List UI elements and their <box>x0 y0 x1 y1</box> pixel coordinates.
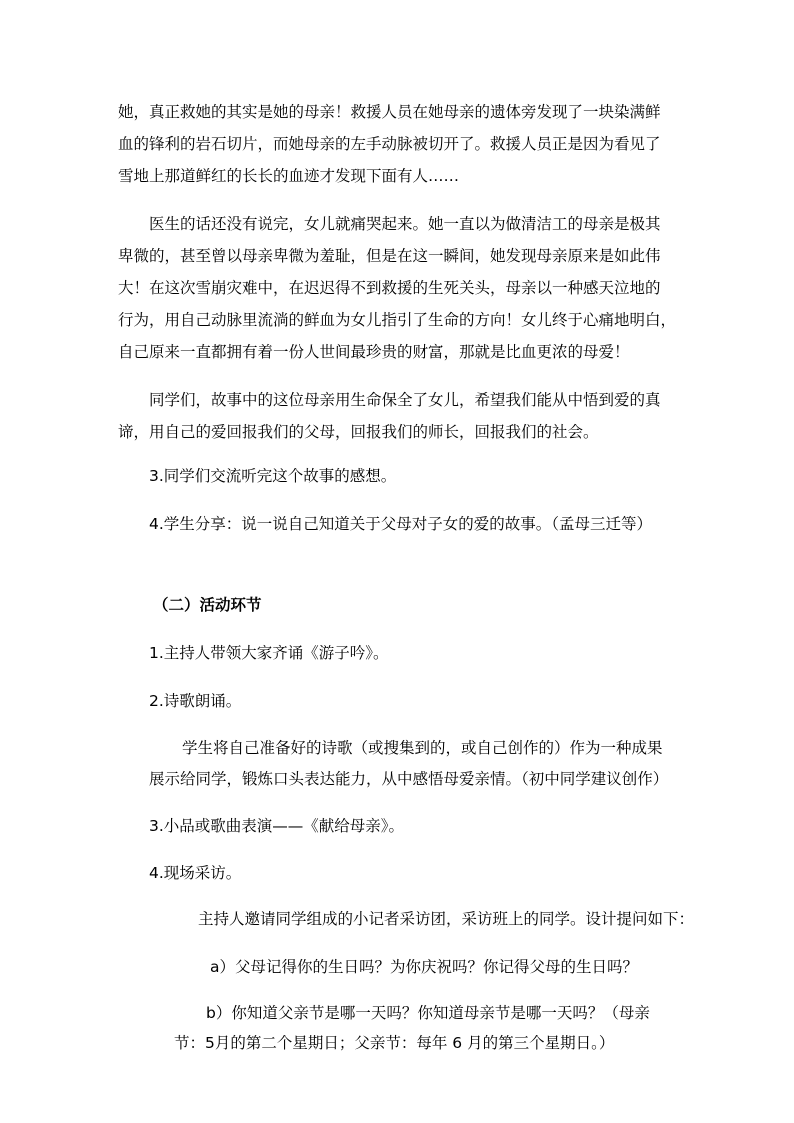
classmates-paragraph-line-2: 谛，用自己的爱回报我们的父母，回报我们的师长，回报我们的社会。 <box>118 423 599 441</box>
classmates-paragraph-line-1: 同学们，故事中的这位母亲用生命保全了女儿，希望我们能从中悟到爱的真 <box>149 391 661 409</box>
doctor-paragraph-line-3: 大！在这次雪崩灾难中，在迟迟得不到救援的生死关头，母亲以一种感天泣地的 <box>118 279 661 297</box>
doctor-paragraph-line-4: 行为，用自己动脉里流淌的鲜血为女儿指引了生命的方向！女儿终于心痛地明白， <box>118 311 677 329</box>
story-line-1: 她，真正救她的其实是她的母亲！救援人员在她母亲的遗体旁发现了一块染满鲜 <box>118 103 661 121</box>
question-a: a）父母记得你的生日吗？为你庆祝吗？你记得父母的生日吗？ <box>210 958 639 976</box>
doctor-paragraph-line-2: 卑微的，甚至曾以母亲卑微为羞耻，但是在这一瞬间，她发现母亲原来是如此伟 <box>118 247 661 265</box>
item-3: 3.同学们交流听完这个故事的感想。 <box>149 467 397 485</box>
story-line-3: 雪地上那道鲜红的长长的血迹才发现下面有人…… <box>118 167 460 185</box>
poetry-paragraph-line-2: 展示给同学，锻炼口头表达能力，从中感悟母爱亲情。（初中同学建议创作） <box>149 770 669 788</box>
poetry-paragraph-line-1: 学生将自己准备好的诗歌（或搜集到的，或自己创作的）作为一种成果 <box>182 739 663 757</box>
activity-2: 2.诗歌朗诵。 <box>149 692 242 710</box>
interview-intro: 主持人邀请同学组成的小记者采访团，采访班上的同学。设计提问如下： <box>198 910 695 928</box>
activity-1: 1.主持人带领大家齐诵《游子吟》。 <box>149 644 389 662</box>
section-heading: （二）活动环节 <box>153 596 262 614</box>
story-line-2: 血的锋利的岩石切片，而她母亲的左手动脉被切开了。救援人员正是因为看见了 <box>118 135 661 153</box>
question-b-line-2: 节：5月的第二个星期日；父亲节：每年 6 月的第三个星期日。） <box>174 1034 615 1052</box>
doctor-paragraph-line-5: 自己原来一直都拥有着一份人世间最珍贵的财富，那就是比血更浓的母爱！ <box>118 343 630 361</box>
activity-4: 4.现场采访。 <box>149 864 242 882</box>
question-b-line-1: b）你知道父亲节是哪一天吗？你知道母亲节是哪一天吗？（母亲 <box>206 1004 650 1022</box>
item-4: 4.学生分享：说一说自己知道关于父母对子女的爱的故事。（孟母三迁等） <box>149 515 653 533</box>
activity-3: 3.小品或歌曲表演——《献给母亲》。 <box>149 817 405 835</box>
doctor-paragraph-line-1: 医生的话还没有说完，女儿就痛哭起来。她一直以为做清洁工的母亲是极其 <box>149 215 661 233</box>
